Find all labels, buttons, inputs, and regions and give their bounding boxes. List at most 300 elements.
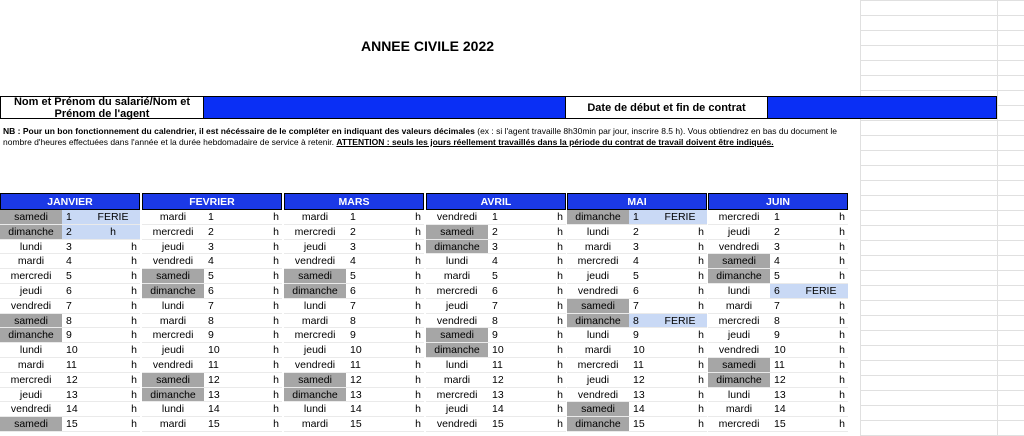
day-number-cell: 15 (492, 418, 504, 431)
weekday-cell: dimanche (567, 210, 629, 224)
weekday-cell: mercredi (577, 358, 619, 371)
hours-cell[interactable]: h (273, 358, 279, 371)
hours-cell[interactable]: h (698, 388, 704, 401)
hours-cell[interactable]: h (839, 255, 845, 268)
weekday-cell: mercredi (436, 388, 478, 401)
day-number-cell: 12 (208, 373, 220, 386)
day-row (142, 328, 282, 343)
hours-cell[interactable]: h (839, 240, 845, 253)
day-number-cell: 11 (208, 358, 219, 371)
day-number-cell: 14 (66, 403, 78, 416)
day-number-cell: 10 (208, 344, 220, 357)
day-number-cell: 9 (492, 329, 498, 342)
weekday-cell: vendredi (577, 284, 619, 297)
day-number-cell: 7 (350, 299, 356, 312)
day-number-cell: 6 (770, 284, 794, 298)
hours-cell[interactable]: h (698, 270, 704, 283)
weekday-cell: vendredi (718, 344, 760, 357)
hours-cell[interactable]: h (273, 373, 279, 386)
day-row (708, 210, 848, 225)
day-number-cell: 13 (492, 388, 504, 401)
hours-cell[interactable]: h (273, 284, 279, 297)
hours-cell[interactable]: h (698, 284, 704, 297)
weekday-cell: mercredi (10, 270, 52, 283)
weekday-cell: vendredi (294, 358, 336, 371)
hours-cell[interactable]: h (839, 314, 845, 327)
weekday-cell: jeudi (727, 329, 751, 342)
day-number-cell: 13 (66, 388, 78, 401)
hours-cell[interactable]: h (273, 270, 279, 283)
month-column-fevrier (142, 193, 282, 432)
day-row (0, 284, 140, 299)
weekday-cell: lundi (586, 329, 610, 342)
month-header: MARS (284, 193, 424, 210)
hours-cell[interactable]: h (131, 388, 137, 401)
day-number-cell: 2 (208, 225, 214, 238)
weekday-cell: lundi (303, 299, 327, 312)
day-row (567, 358, 707, 373)
weekday-cell: lundi (303, 403, 327, 416)
hours-cell[interactable]: h (415, 299, 421, 312)
month-column-juin (708, 193, 848, 432)
hours-cell[interactable]: h (698, 418, 704, 431)
weekday-cell: mardi (725, 299, 753, 312)
day-row (284, 254, 424, 269)
month-header: JUIN (708, 193, 848, 210)
hours-cell[interactable]: h (839, 211, 845, 223)
employee-name-label: Nom et Prénom du salarié/Nom et Prénom de l'agent (0, 96, 204, 119)
month-column-avril (426, 193, 566, 432)
weekday-cell: dimanche (708, 269, 770, 283)
hours-cell[interactable]: h (131, 373, 137, 386)
hours-cell[interactable]: h (273, 418, 279, 431)
hours-cell[interactable]: h (273, 388, 279, 401)
contract-dates-label: Date de début et fin de contrat (565, 96, 768, 119)
note-attention: ATTENTION : seuls les jours réellement travaillés dans la période du contrat de travail doivent être indiqués. (336, 136, 774, 147)
day-number-cell: 9 (66, 329, 72, 342)
day-row (426, 388, 566, 403)
day-row (284, 328, 424, 343)
weekday-cell: samedi (567, 402, 629, 416)
day-row (426, 254, 566, 269)
hours-cell[interactable]: h (131, 314, 137, 327)
day-number-cell: 5 (350, 270, 356, 283)
page-title: ANNEE CIVILE 2022 (360, 38, 495, 54)
weekday-cell: samedi (426, 225, 488, 239)
day-number-cell: 11 (633, 358, 644, 371)
day-number-cell: 3 (350, 240, 356, 253)
weekday-cell: mardi (443, 373, 471, 386)
weekday-cell: mercredi (436, 284, 478, 297)
hours-cell[interactable]: h (557, 299, 563, 312)
day-row (284, 343, 424, 358)
hours-cell[interactable]: h (698, 373, 704, 386)
hours-cell[interactable]: h (273, 255, 279, 268)
weekday-cell: lundi (161, 403, 185, 416)
weekday-cell: samedi (142, 373, 204, 387)
day-number-cell: 14 (774, 403, 786, 416)
weekday-cell: vendredi (718, 240, 760, 253)
hours-cell[interactable]: h (839, 358, 845, 371)
day-row (0, 402, 140, 417)
weekday-cell: dimanche (567, 314, 629, 328)
day-number-cell: 7 (633, 299, 639, 312)
weekday-cell: mercredi (718, 211, 760, 223)
hours-cell[interactable]: h (415, 418, 421, 431)
day-row (142, 343, 282, 358)
day-number-cell: 13 (350, 388, 362, 401)
day-row (142, 299, 282, 314)
weekday-cell: mercredi (294, 225, 336, 238)
weekday-cell: samedi (284, 373, 346, 387)
hours-cell[interactable]: h (415, 284, 421, 297)
hours-cell[interactable]: h (557, 211, 563, 223)
day-row (708, 358, 848, 373)
hours-cell[interactable]: h (698, 225, 704, 238)
day-row (0, 417, 140, 432)
weekday-cell: dimanche (0, 225, 62, 239)
weekday-cell: samedi (426, 328, 488, 342)
hours-cell[interactable]: h (839, 373, 845, 386)
weekday-cell: jeudi (19, 388, 43, 401)
weekday-cell: vendredi (436, 211, 478, 223)
day-number-cell: 9 (208, 329, 214, 342)
hours-cell[interactable]: h (86, 225, 140, 239)
day-number-cell: 10 (774, 344, 786, 357)
hours-cell[interactable]: h (415, 344, 421, 357)
contract-dates-input[interactable] (767, 96, 997, 119)
day-row (142, 388, 282, 403)
weekday-cell: jeudi (303, 240, 327, 253)
holiday-cell: FERIE (653, 210, 707, 224)
weekday-cell: dimanche (284, 388, 346, 402)
hours-cell[interactable]: h (698, 344, 704, 357)
day-row (567, 210, 707, 225)
weekday-cell: mercredi (718, 314, 760, 327)
hours-cell[interactable]: h (131, 403, 137, 416)
day-number-cell: 11 (492, 358, 503, 371)
day-number-cell: 10 (66, 344, 78, 357)
day-row (426, 284, 566, 299)
hours-cell[interactable]: h (273, 403, 279, 416)
day-row (708, 314, 848, 329)
weekday-cell: mardi (17, 358, 45, 371)
day-number-cell: 5 (208, 270, 214, 283)
day-number-cell: 3 (208, 240, 214, 253)
spreadsheet-grid (860, 0, 1024, 436)
day-number-cell: 3 (774, 240, 780, 253)
hours-cell[interactable]: h (273, 225, 279, 238)
hours-cell[interactable]: h (273, 299, 279, 312)
hours-cell[interactable]: h (839, 418, 845, 431)
weekday-cell: mardi (159, 314, 187, 327)
day-number-cell: 7 (66, 299, 72, 312)
weekday-cell: mardi (159, 211, 187, 223)
day-row (142, 284, 282, 299)
hours-cell[interactable]: h (839, 299, 845, 312)
instructions-note (3, 126, 853, 147)
day-row (284, 210, 424, 225)
weekday-cell: mercredi (152, 225, 194, 238)
hours-cell[interactable]: h (698, 255, 704, 268)
day-number-cell: 11 (774, 358, 785, 371)
holiday-cell: FERIE (794, 284, 848, 298)
hours-cell[interactable]: h (131, 270, 137, 283)
day-row (426, 269, 566, 284)
day-row (426, 299, 566, 314)
day-row (142, 269, 282, 284)
hours-cell[interactable]: h (415, 270, 421, 283)
day-row (708, 388, 848, 403)
weekday-cell: jeudi (19, 284, 43, 297)
day-number-cell: 15 (774, 418, 786, 431)
header-row (0, 96, 1000, 119)
weekday-cell: samedi (0, 314, 62, 328)
day-row (284, 240, 424, 255)
hours-cell[interactable]: h (273, 240, 279, 253)
hours-cell[interactable]: h (557, 344, 563, 357)
weekday-cell: jeudi (586, 270, 610, 283)
weekday-cell: jeudi (586, 373, 610, 386)
day-row (708, 284, 848, 299)
day-number-cell: 12 (66, 373, 78, 386)
weekday-cell: mardi (301, 211, 329, 223)
weekday-cell: vendredi (152, 358, 194, 371)
day-row (142, 240, 282, 255)
day-number-cell: 4 (633, 255, 639, 268)
hours-cell[interactable]: h (557, 270, 563, 283)
month-header: MAI (567, 193, 707, 210)
day-row (284, 402, 424, 417)
day-row (426, 373, 566, 388)
day-row (284, 269, 424, 284)
hours-cell[interactable]: h (415, 255, 421, 268)
hours-cell[interactable]: h (131, 255, 137, 268)
day-row (708, 417, 848, 432)
day-number-cell: 13 (774, 388, 786, 401)
day-number-cell: 14 (208, 403, 220, 416)
hours-cell[interactable]: h (273, 211, 279, 223)
day-number-cell: 7 (208, 299, 214, 312)
day-number-cell: 4 (208, 255, 214, 268)
month-header: JANVIER (0, 193, 140, 210)
day-row (708, 373, 848, 388)
day-number-cell: 10 (492, 344, 504, 357)
day-row (142, 314, 282, 329)
day-row (426, 328, 566, 343)
day-number-cell: 5 (633, 270, 639, 283)
day-row (426, 343, 566, 358)
weekday-cell: mercredi (718, 418, 760, 431)
day-number-cell: 2 (774, 225, 780, 238)
day-number-cell: 9 (633, 329, 639, 342)
hours-cell[interactable]: h (839, 225, 845, 238)
month-header: FEVRIER (142, 193, 282, 210)
hours-cell[interactable]: h (415, 388, 421, 401)
hours-cell[interactable]: h (131, 299, 137, 312)
day-row (567, 299, 707, 314)
hours-cell[interactable]: h (698, 240, 704, 253)
weekday-cell: lundi (727, 388, 751, 401)
day-row (0, 343, 140, 358)
hours-cell[interactable]: h (698, 358, 704, 371)
day-row (567, 343, 707, 358)
day-row (426, 210, 566, 225)
weekday-cell: jeudi (161, 240, 185, 253)
day-row (708, 299, 848, 314)
day-number-cell: 14 (633, 403, 645, 416)
day-number-cell: 8 (66, 314, 72, 327)
hours-cell[interactable]: h (557, 314, 563, 327)
weekday-cell: mardi (17, 255, 45, 268)
day-row (284, 299, 424, 314)
day-row (284, 373, 424, 388)
weekday-cell: vendredi (294, 255, 336, 268)
hours-cell[interactable]: h (557, 240, 563, 253)
weekday-cell: dimanche (284, 284, 346, 298)
day-number-cell: 1 (774, 211, 780, 223)
weekday-cell: mardi (159, 418, 187, 431)
hours-cell[interactable]: h (131, 240, 137, 253)
day-row (426, 240, 566, 255)
weekday-cell: lundi (19, 240, 43, 253)
day-number-cell: 1 (492, 211, 498, 223)
day-row (708, 225, 848, 240)
day-number-cell: 5 (66, 270, 72, 283)
hours-cell[interactable]: h (557, 373, 563, 386)
day-number-cell: 9 (774, 329, 780, 342)
day-number-cell: 15 (208, 418, 220, 431)
hours-cell[interactable]: h (415, 373, 421, 386)
employee-name-input[interactable] (203, 96, 566, 119)
day-row (0, 254, 140, 269)
day-row (0, 373, 140, 388)
hours-cell[interactable]: h (415, 403, 421, 416)
weekday-cell: mardi (725, 403, 753, 416)
day-number-cell: 8 (492, 314, 498, 327)
hours-cell[interactable]: h (415, 211, 421, 223)
hours-cell[interactable]: h (839, 270, 845, 283)
day-number-cell: 3 (633, 240, 639, 253)
weekday-cell: jeudi (303, 344, 327, 357)
hours-cell[interactable]: h (131, 284, 137, 297)
weekday-cell: samedi (708, 358, 770, 372)
day-number-cell: 13 (208, 388, 220, 401)
day-row (284, 314, 424, 329)
day-number-cell: 6 (492, 284, 498, 297)
day-number-cell: 6 (208, 284, 214, 297)
hours-cell[interactable]: h (698, 299, 704, 312)
hours-cell[interactable]: h (273, 314, 279, 327)
weekday-cell: vendredi (152, 255, 194, 268)
weekday-cell: dimanche (426, 240, 488, 254)
hours-cell[interactable]: h (415, 329, 421, 342)
day-number-cell: 5 (492, 270, 498, 283)
weekday-cell: samedi (0, 417, 62, 431)
weekday-cell: samedi (142, 269, 204, 283)
hours-cell[interactable]: h (557, 358, 563, 371)
hours-cell[interactable]: h (698, 403, 704, 416)
day-number-cell: 1 (62, 210, 86, 224)
day-number-cell: 15 (350, 418, 362, 431)
hours-cell[interactable]: h (839, 344, 845, 357)
note-prefix: NB : Pour un bon fonctionnement du calendrier, il est nécéssaire de le compléter en indiquant des valeurs décimales (3, 126, 475, 136)
day-number-cell: 3 (492, 240, 498, 253)
day-row (426, 314, 566, 329)
hours-cell[interactable]: h (273, 344, 279, 357)
month-column-mai (567, 193, 707, 432)
weekday-cell: vendredi (436, 418, 478, 431)
hours-cell[interactable]: h (415, 314, 421, 327)
hours-cell[interactable]: h (557, 225, 563, 238)
day-row (0, 240, 140, 255)
hours-cell[interactable]: h (698, 329, 704, 342)
hours-cell[interactable]: h (557, 255, 563, 268)
day-number-cell: 1 (208, 211, 214, 223)
hours-cell[interactable]: h (131, 418, 137, 431)
day-row (142, 373, 282, 388)
hours-cell[interactable]: h (557, 403, 563, 416)
hours-cell[interactable]: h (131, 358, 137, 371)
day-number-cell: 10 (633, 344, 645, 357)
weekday-cell: jeudi (445, 403, 469, 416)
weekday-cell: dimanche (708, 373, 770, 387)
weekday-cell: jeudi (727, 225, 751, 238)
day-row (567, 284, 707, 299)
hours-cell[interactable]: h (839, 329, 845, 342)
day-row (567, 328, 707, 343)
weekday-cell: mercredi (294, 329, 336, 342)
hours-cell[interactable]: h (557, 329, 563, 342)
weekday-cell: mardi (443, 270, 471, 283)
day-number-cell: 15 (66, 418, 78, 431)
day-row (426, 417, 566, 432)
weekday-cell: vendredi (577, 388, 619, 401)
weekday-cell: mardi (584, 344, 612, 357)
hours-cell[interactable]: h (415, 358, 421, 371)
weekday-cell: samedi (0, 210, 62, 224)
weekday-cell: samedi (284, 269, 346, 283)
day-row (708, 328, 848, 343)
hours-cell[interactable]: h (557, 388, 563, 401)
hours-cell[interactable]: h (273, 329, 279, 342)
hours-cell[interactable]: h (415, 240, 421, 253)
hours-cell[interactable]: h (131, 329, 137, 342)
holiday-cell: FERIE (653, 314, 707, 328)
weekday-cell: lundi (727, 284, 751, 297)
day-number-cell: 6 (350, 284, 356, 297)
hours-cell[interactable]: h (415, 225, 421, 238)
weekday-cell: dimanche (426, 343, 488, 357)
day-row (708, 402, 848, 417)
day-row (284, 284, 424, 299)
hours-cell[interactable]: h (557, 418, 563, 431)
day-row (0, 328, 140, 343)
day-number-cell: 12 (774, 373, 786, 386)
hours-cell[interactable]: h (131, 344, 137, 357)
hours-cell[interactable]: h (839, 388, 845, 401)
day-row (0, 210, 140, 225)
day-row (284, 417, 424, 432)
weekday-cell: vendredi (10, 299, 52, 312)
hours-cell[interactable]: h (557, 284, 563, 297)
month-column-mars (284, 193, 424, 432)
day-row (426, 358, 566, 373)
day-number-cell: 12 (350, 373, 362, 386)
hours-cell[interactable]: h (839, 403, 845, 416)
day-number-cell: 10 (350, 344, 362, 357)
weekday-cell: vendredi (436, 314, 478, 327)
